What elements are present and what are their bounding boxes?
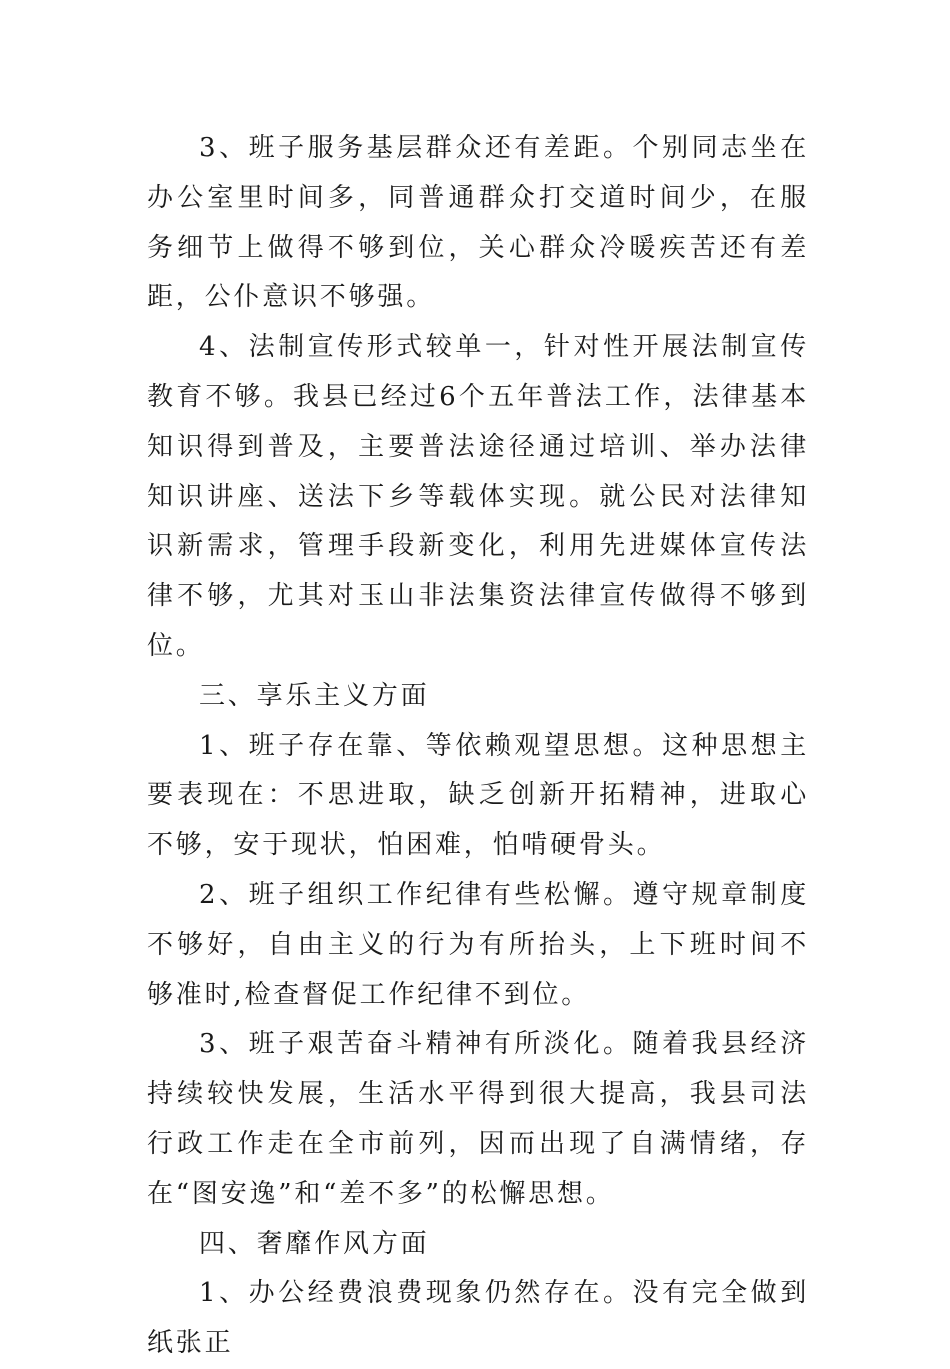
paragraph-office-expenses: 1、办公经费浪费现象仍然存在。没有完全做到纸张正 — [147, 1278, 809, 1359]
paragraph-dependency-mindset: 1、班子存在靠、等依赖观望思想。这种思想主要表现在：不思进取，缺乏创新开拓精神，进取心不够，安于现状，怕困难，怕啃硬骨头。 — [147, 730, 809, 861]
section-heading-hedonism: 三、享乐主义方面 — [199, 680, 430, 711]
paragraph-work-discipline: 2、班子组织工作纪律有些松懈。遵守规章制度不够好，自由主义的行为有所抬头，上下班时间不够准时,检查督促工作纪律不到位。 — [147, 879, 809, 1010]
paragraph-hard-work-spirit: 3、班子艰苦奋斗精神有所淡化。随着我县经济持续较快发展，生活水平得到很大提高，我县司法行政工作走在全市前列，因而出现了自满情绪，存在“图安逸”和“差不多”的松懈思想。 — [147, 1029, 809, 1209]
paragraph-legal-publicity: 4、法制宣传形式较单一，针对性开展法制宣传教育不够。我县已经过6个五年普法工作，法律基本知识得到普及，主要普法途径通过培训、举办法律知识讲座、送法下乡等载体实现。就公民对法律知识新需求，管理手段新变化，利用先进媒体宣传法律不够，尤其对玉山非法集资法律宣传做得不够到位。 — [147, 332, 809, 661]
paragraph-service-gap: 3、班子服务基层群众还有差距。个别同志坐在办公室里时间多，同普通群众打交道时间少，在服务细节上做得不够到位，关心群众冷暖疾苦还有差距，公仆意识不够强。 — [147, 133, 809, 313]
section-heading-extravagance: 四、奢靡作风方面 — [199, 1228, 430, 1259]
document-body — [147, 124, 809, 1369]
